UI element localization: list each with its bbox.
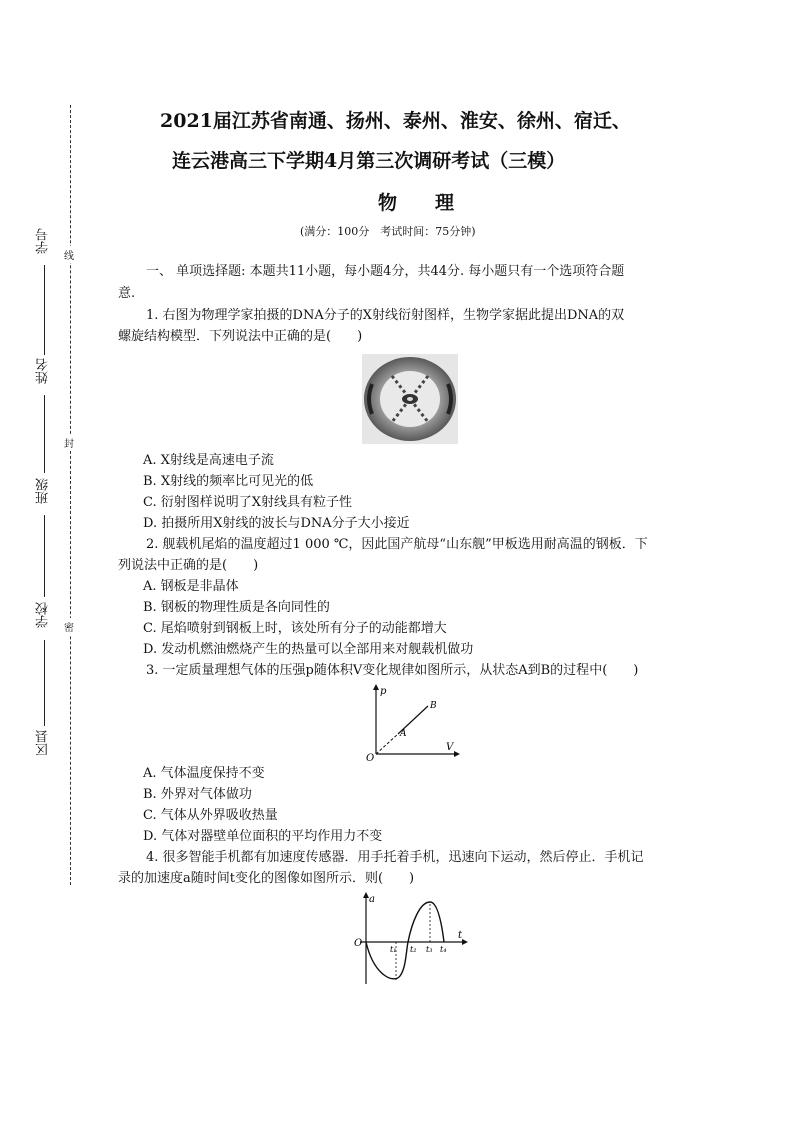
q3-option-a: A. 气体温度保持不变	[143, 766, 265, 781]
at-label-t4: t₄	[440, 945, 447, 954]
pv-axis-p: p	[380, 686, 387, 697]
q2-stem-line2: 列说法中正确的是( )	[118, 558, 259, 573]
title-line-2: 连云港高三下学期4月第三次调研考试（三模）	[172, 150, 566, 172]
at-label-t2: t₂	[410, 945, 417, 954]
pv-axis-v: V	[446, 742, 454, 753]
q4-stem-line1: 4. 很多智能手机都有加速度传感器．用手托着手机，迅速向下运动，然后停止．手机记	[146, 850, 644, 865]
section1-heading-cont: 意.	[118, 286, 136, 301]
q1-option-a: A. X射线是高速电子流	[143, 453, 274, 468]
q1-option-d: D. 拍摄所用X射线的波长与DNA分子大小接近	[143, 516, 410, 531]
seal-char-xian: 线	[64, 246, 74, 263]
seal-char-feng: 封	[64, 434, 74, 451]
pv-point-b: B	[430, 701, 437, 711]
q1-option-b: B. X射线的频率比可见光的低	[143, 474, 314, 489]
pv-origin: O	[366, 753, 375, 762]
pv-point-a: A	[400, 729, 407, 739]
dna-xray-diffraction-image	[362, 354, 458, 444]
exam-info: (满分：100分 考试时间：75分钟)	[300, 225, 476, 238]
acceleration-time-graph	[350, 892, 470, 986]
at-axis-a: a	[369, 894, 375, 905]
q2-stem-line1: 2. 舰载机尾焰的温度超过1 000 ℃，因此国产航母“山东舰”甲板选用耐高温的钢板．下	[146, 537, 648, 552]
at-origin: O	[354, 938, 363, 949]
q1-stem-line2: 螺旋结构模型．下列说法中正确的是( )	[118, 329, 363, 344]
q2-option-a: A. 钢板是非晶体	[143, 579, 239, 594]
q3-stem-line1: 3. 一定质量理想气体的压强p随体积V变化规律如图所示，从状态A到B的过程中( )	[146, 663, 639, 678]
q2-option-d: D. 发动机燃油燃烧产生的热量可以全部用来对舰载机做功	[143, 642, 474, 657]
q3-option-b: B. 外界对气体做功	[143, 787, 252, 802]
seal-char-mi: 密	[64, 618, 74, 635]
q3-option-d: D. 气体对器壁单位面积的平均作用力不变	[143, 829, 383, 844]
q2-option-b: B. 钢板的物理性质是各向同性的	[143, 600, 330, 615]
pv-graph	[362, 684, 462, 762]
at-label-t1: t₁	[390, 945, 397, 954]
student-id-fill-line	[44, 265, 45, 355]
section1-heading: 一、 单项选择题: 本题共11小题，每小题4分，共44分. 每小题只有一个选项符合题	[146, 264, 625, 279]
q1-stem-line1: 1. 右图为物理学家拍摄的DNA分子的X射线衍射图样，生物学家据此提出DNA的双	[146, 308, 625, 323]
student-id-label: 学号	[36, 228, 51, 254]
at-axis-t: t	[458, 930, 463, 941]
q1-option-c: C. 衍射图样说明了X射线具有粒子性	[143, 495, 353, 510]
title-line-1: 2021届江苏省南通、扬州、泰州、淮安、徐州、宿迁、	[160, 110, 631, 132]
school-fill-line	[44, 640, 45, 726]
at-label-t3: t₃	[426, 945, 433, 954]
subject-title: 物 理	[378, 192, 455, 214]
name-label: 姓名	[36, 358, 51, 384]
binding-dashed-line	[70, 105, 71, 885]
school-label: 学校	[36, 602, 51, 628]
name-fill-line	[44, 395, 45, 473]
q2-option-c: C. 尾焰喷射到钢板上时，该处所有分子的动能都增大	[143, 621, 447, 636]
district-label: 区县	[36, 730, 51, 756]
q3-option-c: C. 气体从外界吸收热量	[143, 808, 278, 823]
q4-stem-line2: 录的加速度a随时间t变化的图像如图所示．则( )	[118, 871, 415, 886]
class-fill-line	[44, 515, 45, 597]
class-label: 班级	[36, 478, 51, 504]
